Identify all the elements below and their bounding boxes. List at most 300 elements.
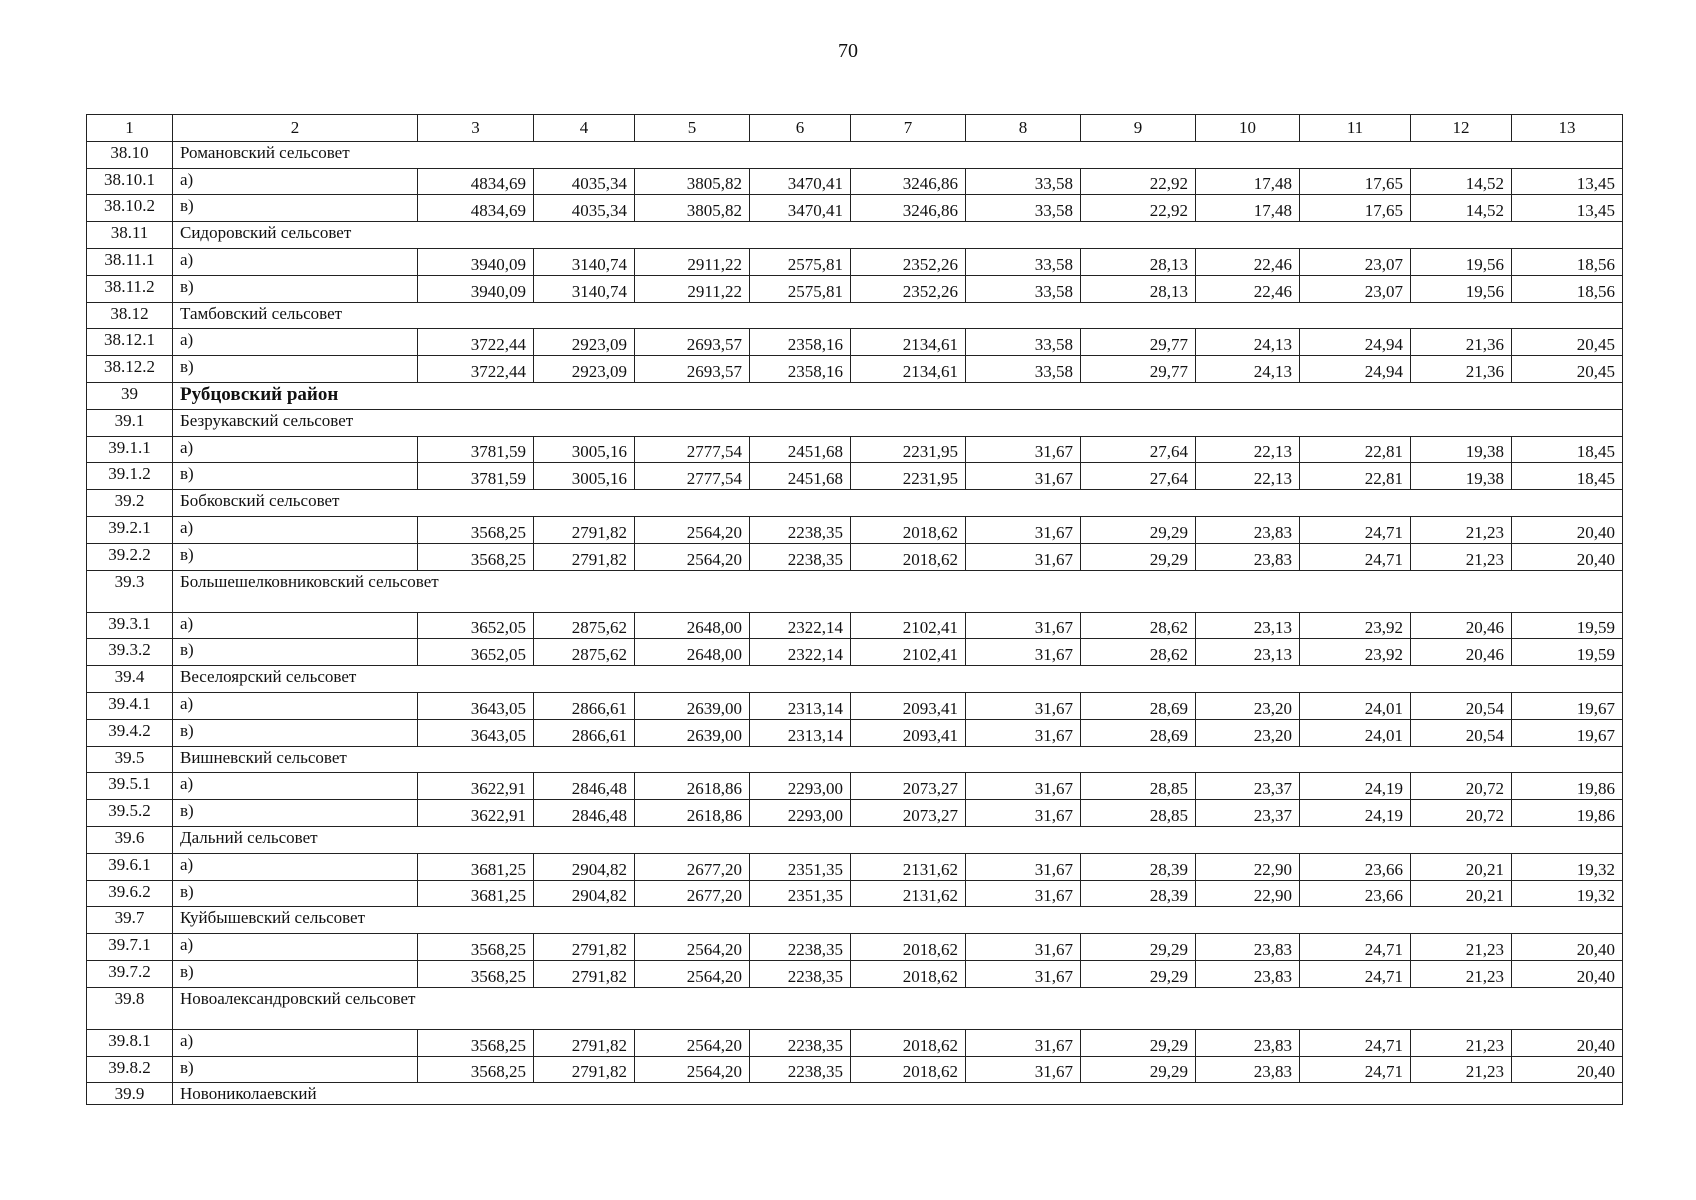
value-cell: 3470,41	[750, 195, 851, 222]
value-cell: 2693,57	[635, 329, 750, 356]
value-cell: 2911,22	[635, 275, 750, 302]
value-cell: 17,65	[1300, 195, 1411, 222]
council-row	[87, 666, 1623, 693]
value-cell: 2313,14	[750, 692, 851, 719]
council-name: Веселоярский сельсовет	[173, 666, 1623, 693]
value-cell: 2639,00	[635, 692, 750, 719]
column-header: 9	[1081, 115, 1196, 142]
value-cell: 2018,62	[851, 934, 966, 961]
council-name: Тамбовский сельсовет	[173, 302, 1623, 329]
row-code: 39.4	[87, 666, 173, 693]
value-cell: 3805,82	[635, 168, 750, 195]
value-cell: 29,29	[1081, 516, 1196, 543]
row-code: 38.12	[87, 302, 173, 329]
value-cell: 2352,26	[851, 248, 966, 275]
value-cell: 22,81	[1300, 436, 1411, 463]
value-cell: 2791,82	[534, 516, 635, 543]
value-cell: 19,67	[1512, 719, 1623, 746]
value-cell: 2564,20	[635, 934, 750, 961]
value-cell: 29,29	[1081, 543, 1196, 570]
value-cell: 2904,82	[534, 880, 635, 907]
row-code: 38.11.1	[87, 248, 173, 275]
row-code: 39.2	[87, 490, 173, 517]
table-row	[87, 275, 1623, 302]
row-label: в)	[173, 880, 418, 907]
value-cell: 2777,54	[635, 463, 750, 490]
row-code: 38.10.1	[87, 168, 173, 195]
value-cell: 31,67	[966, 1056, 1081, 1083]
row-label: в)	[173, 543, 418, 570]
value-cell: 24,01	[1300, 692, 1411, 719]
value-cell: 3568,25	[418, 960, 534, 987]
value-cell: 19,38	[1411, 463, 1512, 490]
row-code: 39.8.2	[87, 1056, 173, 1083]
column-header: 10	[1196, 115, 1300, 142]
value-cell: 2231,95	[851, 436, 966, 463]
council-name: Романовский сельсовет	[173, 141, 1623, 168]
table-body	[87, 115, 1623, 1105]
value-cell: 2238,35	[750, 516, 851, 543]
value-cell: 23,20	[1196, 719, 1300, 746]
value-cell: 2648,00	[635, 639, 750, 666]
value-cell: 2904,82	[534, 853, 635, 880]
value-cell: 18,56	[1512, 275, 1623, 302]
value-cell: 2293,00	[750, 800, 851, 827]
row-code: 38.10	[87, 141, 173, 168]
value-cell: 3470,41	[750, 168, 851, 195]
value-cell: 2911,22	[635, 248, 750, 275]
value-cell: 2238,35	[750, 934, 851, 961]
council-row	[87, 826, 1623, 853]
value-cell: 2618,86	[635, 773, 750, 800]
value-cell: 3568,25	[418, 1056, 534, 1083]
table-row	[87, 543, 1623, 570]
value-cell: 3622,91	[418, 773, 534, 800]
value-cell: 19,59	[1512, 612, 1623, 639]
value-cell: 31,67	[966, 1029, 1081, 1056]
value-cell: 2791,82	[534, 960, 635, 987]
council-row	[87, 302, 1623, 329]
table-row	[87, 773, 1623, 800]
value-cell: 2677,20	[635, 853, 750, 880]
council-name: Безрукавский сельсовет	[173, 409, 1623, 436]
value-cell: 3140,74	[534, 248, 635, 275]
value-cell: 23,13	[1196, 639, 1300, 666]
value-cell: 24,94	[1300, 329, 1411, 356]
council-row	[87, 409, 1623, 436]
value-cell: 2358,16	[750, 356, 851, 383]
row-code: 39.5	[87, 746, 173, 773]
value-cell: 2018,62	[851, 516, 966, 543]
value-cell: 2451,68	[750, 436, 851, 463]
value-cell: 2018,62	[851, 1056, 966, 1083]
value-cell: 2352,26	[851, 275, 966, 302]
row-label: а)	[173, 329, 418, 356]
value-cell: 3643,05	[418, 692, 534, 719]
tariff-table	[86, 114, 1623, 1105]
value-cell: 2018,62	[851, 1029, 966, 1056]
value-cell: 2134,61	[851, 356, 966, 383]
value-cell: 20,21	[1411, 853, 1512, 880]
column-header: 8	[966, 115, 1081, 142]
value-cell: 2351,35	[750, 853, 851, 880]
value-cell: 24,71	[1300, 1029, 1411, 1056]
value-cell: 24,71	[1300, 543, 1411, 570]
council-name: Новоалександровский сельсовет	[173, 987, 1623, 1029]
column-header: 4	[534, 115, 635, 142]
value-cell: 33,58	[966, 275, 1081, 302]
page-number: 70	[838, 40, 858, 62]
council-name: Большешелковниковский сельсовет	[173, 570, 1623, 612]
value-cell: 24,71	[1300, 1056, 1411, 1083]
row-label: в)	[173, 356, 418, 383]
value-cell: 21,23	[1411, 934, 1512, 961]
row-label: в)	[173, 800, 418, 827]
value-cell: 23,13	[1196, 612, 1300, 639]
value-cell: 20,40	[1512, 1056, 1623, 1083]
value-cell: 23,83	[1196, 1029, 1300, 1056]
value-cell: 2238,35	[750, 960, 851, 987]
value-cell: 3140,74	[534, 275, 635, 302]
value-cell: 31,67	[966, 773, 1081, 800]
value-cell: 31,67	[966, 436, 1081, 463]
value-cell: 24,01	[1300, 719, 1411, 746]
value-cell: 31,67	[966, 934, 1081, 961]
value-cell: 24,71	[1300, 934, 1411, 961]
value-cell: 2358,16	[750, 329, 851, 356]
row-label: а)	[173, 934, 418, 961]
value-cell: 3681,25	[418, 880, 534, 907]
header-row	[87, 115, 1623, 142]
value-cell: 2791,82	[534, 1056, 635, 1083]
row-code: 39.5.1	[87, 773, 173, 800]
value-cell: 33,58	[966, 329, 1081, 356]
council-name: Бобковский сельсовет	[173, 490, 1623, 517]
table-row	[87, 516, 1623, 543]
table-row	[87, 639, 1623, 666]
value-cell: 3652,05	[418, 612, 534, 639]
row-code: 39.8.1	[87, 1029, 173, 1056]
row-label: а)	[173, 692, 418, 719]
row-code: 39.6.2	[87, 880, 173, 907]
row-code: 39.6.1	[87, 853, 173, 880]
value-cell: 27,64	[1081, 463, 1196, 490]
row-code: 38.12.1	[87, 329, 173, 356]
value-cell: 2564,20	[635, 1029, 750, 1056]
table-row	[87, 853, 1623, 880]
council-row	[87, 746, 1623, 773]
value-cell: 29,29	[1081, 960, 1196, 987]
value-cell: 20,46	[1411, 639, 1512, 666]
council-row	[87, 907, 1623, 934]
value-cell: 22,90	[1196, 853, 1300, 880]
table-row	[87, 960, 1623, 987]
row-code: 39.8	[87, 987, 173, 1029]
value-cell: 3568,25	[418, 1029, 534, 1056]
value-cell: 22,46	[1196, 275, 1300, 302]
column-header: 1	[87, 115, 173, 142]
council-row	[87, 570, 1623, 612]
value-cell: 20,40	[1512, 543, 1623, 570]
value-cell: 2018,62	[851, 543, 966, 570]
value-cell: 29,77	[1081, 356, 1196, 383]
value-cell: 2846,48	[534, 800, 635, 827]
value-cell: 23,92	[1300, 639, 1411, 666]
value-cell: 21,36	[1411, 356, 1512, 383]
value-cell: 21,23	[1411, 960, 1512, 987]
value-cell: 29,77	[1081, 329, 1196, 356]
row-code: 39.4.2	[87, 719, 173, 746]
value-cell: 2238,35	[750, 543, 851, 570]
column-header: 11	[1300, 115, 1411, 142]
value-cell: 2575,81	[750, 248, 851, 275]
row-code: 39.9	[87, 1083, 173, 1105]
value-cell: 3805,82	[635, 195, 750, 222]
row-label: в)	[173, 719, 418, 746]
value-cell: 3681,25	[418, 853, 534, 880]
value-cell: 19,32	[1512, 880, 1623, 907]
value-cell: 23,83	[1196, 1056, 1300, 1083]
row-label: а)	[173, 1029, 418, 1056]
row-label: в)	[173, 960, 418, 987]
row-label: а)	[173, 436, 418, 463]
value-cell: 2238,35	[750, 1056, 851, 1083]
value-cell: 2322,14	[750, 639, 851, 666]
row-label: в)	[173, 1056, 418, 1083]
value-cell: 21,23	[1411, 1029, 1512, 1056]
table-row	[87, 880, 1623, 907]
value-cell: 3781,59	[418, 436, 534, 463]
value-cell: 20,21	[1411, 880, 1512, 907]
column-header: 6	[750, 115, 851, 142]
value-cell: 13,45	[1512, 195, 1623, 222]
value-cell: 31,67	[966, 612, 1081, 639]
value-cell: 2564,20	[635, 1056, 750, 1083]
value-cell: 24,13	[1196, 356, 1300, 383]
value-cell: 17,65	[1300, 168, 1411, 195]
value-cell: 31,67	[966, 639, 1081, 666]
value-cell: 3568,25	[418, 516, 534, 543]
value-cell: 20,46	[1411, 612, 1512, 639]
value-cell: 19,56	[1411, 275, 1512, 302]
value-cell: 4834,69	[418, 195, 534, 222]
row-label: в)	[173, 195, 418, 222]
row-code: 39.5.2	[87, 800, 173, 827]
value-cell: 2791,82	[534, 1029, 635, 1056]
table-row	[87, 436, 1623, 463]
council-row	[87, 987, 1623, 1029]
value-cell: 3568,25	[418, 934, 534, 961]
row-code: 38.11	[87, 222, 173, 249]
value-cell: 20,40	[1512, 934, 1623, 961]
value-cell: 18,56	[1512, 248, 1623, 275]
row-label: а)	[173, 516, 418, 543]
value-cell: 28,39	[1081, 880, 1196, 907]
table-row	[87, 1029, 1623, 1056]
value-cell: 2777,54	[635, 436, 750, 463]
table-row	[87, 692, 1623, 719]
council-name: Дальний сельсовет	[173, 826, 1623, 853]
table-row	[87, 719, 1623, 746]
row-code: 39.3	[87, 570, 173, 612]
value-cell: 24,94	[1300, 356, 1411, 383]
value-cell: 28,13	[1081, 275, 1196, 302]
value-cell: 21,36	[1411, 329, 1512, 356]
value-cell: 19,86	[1512, 800, 1623, 827]
value-cell: 3622,91	[418, 800, 534, 827]
value-cell: 2875,62	[534, 612, 635, 639]
value-cell: 2866,61	[534, 719, 635, 746]
row-code: 39.3.2	[87, 639, 173, 666]
value-cell: 2134,61	[851, 329, 966, 356]
value-cell: 3568,25	[418, 543, 534, 570]
value-cell: 21,23	[1411, 516, 1512, 543]
value-cell: 3246,86	[851, 168, 966, 195]
value-cell: 2564,20	[635, 516, 750, 543]
value-cell: 23,83	[1196, 543, 1300, 570]
value-cell: 22,92	[1081, 195, 1196, 222]
table-row	[87, 248, 1623, 275]
table-row	[87, 329, 1623, 356]
value-cell: 2293,00	[750, 773, 851, 800]
table-row	[87, 800, 1623, 827]
value-cell: 17,48	[1196, 195, 1300, 222]
value-cell: 23,20	[1196, 692, 1300, 719]
value-cell: 22,13	[1196, 463, 1300, 490]
value-cell: 22,46	[1196, 248, 1300, 275]
value-cell: 27,64	[1081, 436, 1196, 463]
value-cell: 2923,09	[534, 329, 635, 356]
value-cell: 4834,69	[418, 168, 534, 195]
value-cell: 20,40	[1512, 1029, 1623, 1056]
value-cell: 2564,20	[635, 543, 750, 570]
council-name: Новониколаевский	[173, 1083, 1623, 1105]
value-cell: 31,67	[966, 516, 1081, 543]
value-cell: 19,32	[1512, 853, 1623, 880]
row-label: а)	[173, 853, 418, 880]
council-row	[87, 1083, 1623, 1105]
value-cell: 23,66	[1300, 853, 1411, 880]
value-cell: 20,72	[1411, 800, 1512, 827]
value-cell: 2639,00	[635, 719, 750, 746]
value-cell: 33,58	[966, 248, 1081, 275]
value-cell: 2693,57	[635, 356, 750, 383]
value-cell: 21,23	[1411, 1056, 1512, 1083]
value-cell: 28,39	[1081, 853, 1196, 880]
row-label: а)	[173, 773, 418, 800]
value-cell: 23,37	[1196, 773, 1300, 800]
table-row	[87, 195, 1623, 222]
value-cell: 22,90	[1196, 880, 1300, 907]
value-cell: 19,38	[1411, 436, 1512, 463]
value-cell: 21,23	[1411, 543, 1512, 570]
value-cell: 33,58	[966, 356, 1081, 383]
row-label: в)	[173, 639, 418, 666]
value-cell: 2102,41	[851, 639, 966, 666]
value-cell: 2923,09	[534, 356, 635, 383]
value-cell: 2322,14	[750, 612, 851, 639]
value-cell: 31,67	[966, 853, 1081, 880]
row-label: а)	[173, 168, 418, 195]
value-cell: 3722,44	[418, 356, 534, 383]
value-cell: 19,86	[1512, 773, 1623, 800]
value-cell: 3722,44	[418, 329, 534, 356]
value-cell: 2648,00	[635, 612, 750, 639]
value-cell: 24,71	[1300, 516, 1411, 543]
value-cell: 24,13	[1196, 329, 1300, 356]
row-code: 38.12.2	[87, 356, 173, 383]
value-cell: 2231,95	[851, 463, 966, 490]
row-code: 38.10.2	[87, 195, 173, 222]
value-cell: 19,56	[1411, 248, 1512, 275]
value-cell: 2018,62	[851, 960, 966, 987]
row-code: 39.3.1	[87, 612, 173, 639]
value-cell: 24,71	[1300, 960, 1411, 987]
value-cell: 3246,86	[851, 195, 966, 222]
value-cell: 33,58	[966, 168, 1081, 195]
value-cell: 2093,41	[851, 692, 966, 719]
value-cell: 20,45	[1512, 329, 1623, 356]
value-cell: 3940,09	[418, 275, 534, 302]
value-cell: 23,83	[1196, 934, 1300, 961]
council-name: Куйбышевский сельсовет	[173, 907, 1623, 934]
value-cell: 20,40	[1512, 516, 1623, 543]
column-header: 7	[851, 115, 966, 142]
value-cell: 20,54	[1411, 719, 1512, 746]
council-row	[87, 222, 1623, 249]
row-label: в)	[173, 463, 418, 490]
council-row	[87, 490, 1623, 517]
value-cell: 28,69	[1081, 692, 1196, 719]
row-code: 39.7	[87, 907, 173, 934]
table-row	[87, 463, 1623, 490]
value-cell: 31,67	[966, 543, 1081, 570]
row-code: 39.2.1	[87, 516, 173, 543]
column-header: 2	[173, 115, 418, 142]
value-cell: 28,85	[1081, 800, 1196, 827]
value-cell: 28,69	[1081, 719, 1196, 746]
value-cell: 2351,35	[750, 880, 851, 907]
table-row	[87, 1056, 1623, 1083]
value-cell: 19,59	[1512, 639, 1623, 666]
value-cell: 13,45	[1512, 168, 1623, 195]
value-cell: 2073,27	[851, 800, 966, 827]
row-label: в)	[173, 275, 418, 302]
value-cell: 33,58	[966, 195, 1081, 222]
value-cell: 3940,09	[418, 248, 534, 275]
value-cell: 31,67	[966, 960, 1081, 987]
district-row	[87, 382, 1623, 409]
value-cell: 31,67	[966, 800, 1081, 827]
value-cell: 23,07	[1300, 248, 1411, 275]
value-cell: 2791,82	[534, 934, 635, 961]
row-code: 39.4.1	[87, 692, 173, 719]
value-cell: 23,37	[1196, 800, 1300, 827]
value-cell: 2875,62	[534, 639, 635, 666]
value-cell: 29,29	[1081, 934, 1196, 961]
value-cell: 28,13	[1081, 248, 1196, 275]
value-cell: 3005,16	[534, 463, 635, 490]
value-cell: 3781,59	[418, 463, 534, 490]
value-cell: 24,19	[1300, 773, 1411, 800]
value-cell: 2238,35	[750, 1029, 851, 1056]
row-code: 38.11.2	[87, 275, 173, 302]
value-cell: 14,52	[1411, 195, 1512, 222]
value-cell: 17,48	[1196, 168, 1300, 195]
table-row	[87, 356, 1623, 383]
table-row	[87, 168, 1623, 195]
council-name: Вишневский сельсовет	[173, 746, 1623, 773]
